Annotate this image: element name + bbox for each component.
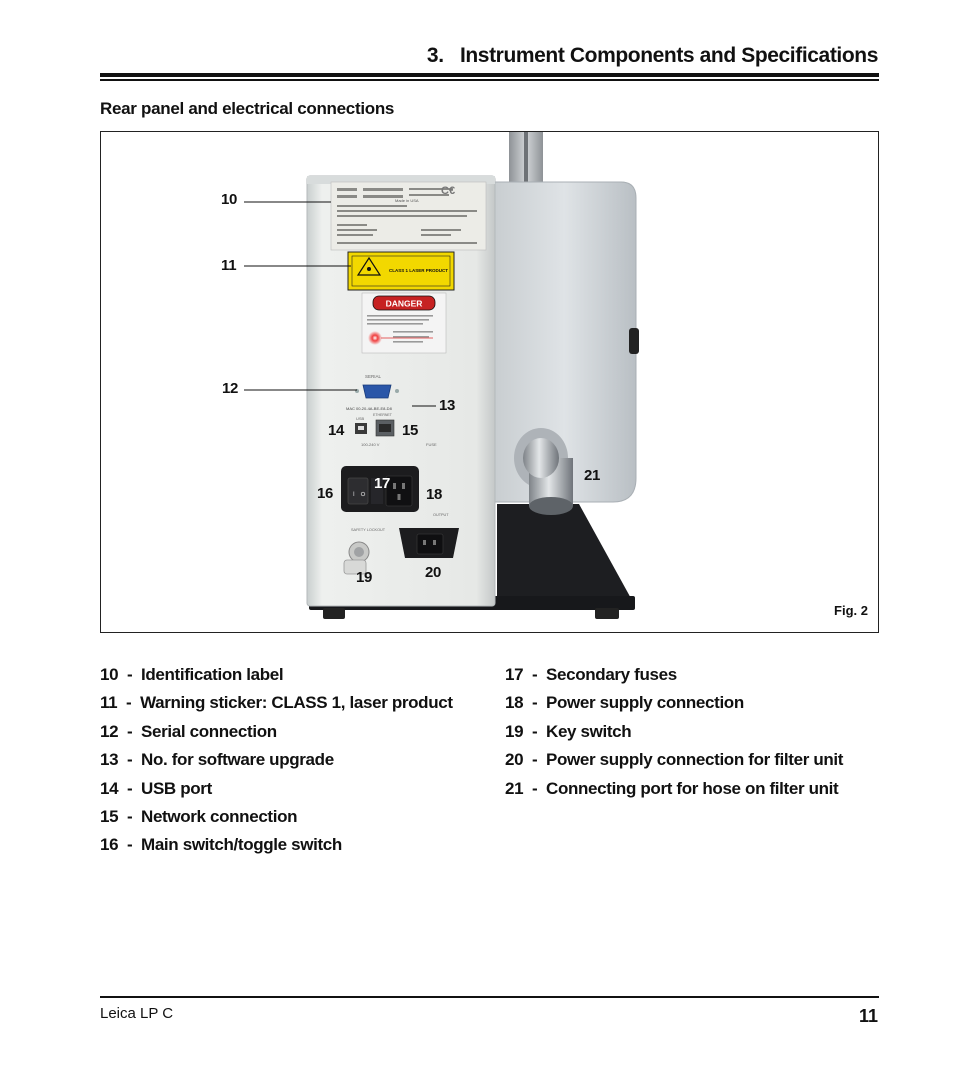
legend-item-16: 16 - Main switch/toggle switch [100,835,342,855]
legend-left-column [100,665,453,864]
hose-port-end [529,497,573,515]
legend-item-19: 19 - Key switch [505,721,632,741]
legend-item-10: 10 - Identification label [100,665,284,684]
side-knob [629,328,639,354]
callout-12: 12 [222,380,239,397]
danger-text: DANGER [385,298,423,309]
safety-text: SAFETY LOCKOUT [351,528,386,532]
serial-connector [363,385,391,398]
laser-burst-icon [368,331,382,345]
hose-port-collar [523,438,559,478]
callout-18: 18 [426,486,443,503]
usb-text: USB [356,416,365,421]
legend-item-17: 17 - Secondary fuses [505,665,677,684]
filter-outlet-socket [417,534,443,554]
legend-item-15: 15 - Network connection [100,806,298,826]
ethernet-text: ETHERNET [373,413,392,417]
callout-14: 14 [328,422,345,439]
section-subheading: Rear panel and electrical connections [100,99,395,118]
toggle-switch [348,478,368,504]
callout-13: 13 [439,397,456,414]
legend-item-21: 21 - Connecting port for hose on filter unit [505,778,839,798]
callout-16: 16 [317,485,334,502]
outlet-pin-1 [423,540,426,545]
page-number: 11 [858,1006,878,1026]
made-in-text: Made in USA [395,198,419,203]
legend-item-18: 18 - Power supply connection [505,693,744,713]
instrument-rear-photo [101,132,878,632]
legend-item-13: 13 - No. for software upgrade [100,750,334,770]
legend-item-12: 12 - Serial connection [100,721,277,741]
voltage-text: 100-240 V [361,442,380,447]
foot-left [323,608,345,619]
inlet-pin-3 [398,494,401,500]
switch-mark-i: I [353,492,355,498]
footer-product-name: Leica LP C [100,1005,174,1022]
legend-item-20: 20 - Power supply connection for filter unit [505,750,844,770]
callout-17: 17 [374,475,391,492]
header-rule-thick [100,73,879,77]
laser-hazard-dot [367,267,371,271]
serial-screw-right [395,389,399,393]
legend-item-11: 11 - Warning sticker: CLASS 1, laser product [100,693,453,713]
outlet-pin-2 [433,540,436,545]
footer-rule [100,996,879,998]
inlet-pin-2 [402,483,405,489]
header-rule-thin [100,79,879,81]
network-port-inner [379,424,391,432]
base-plate [497,504,633,602]
callout-20: 20 [425,564,442,581]
laser-sticker-text: CLASS 1 LASER PRODUCT [389,268,449,273]
ce-mark: C€ [441,185,456,197]
legend-right-column [505,665,843,807]
fuse-text: FUSE [426,442,437,447]
usb-port-inner [358,426,364,430]
figure-frame [100,131,879,633]
callout-21: 21 [584,467,601,484]
key-switch-core [354,547,364,557]
callout-15: 15 [402,422,419,439]
callout-11: 11 [221,257,237,274]
serial-text: SERIAL [365,374,382,379]
foot-right [595,608,619,619]
chapter-title: 3. Instrument Components and Specifications [426,44,878,67]
callout-10: 10 [221,191,238,208]
figure-caption: Fig. 2 [834,603,868,618]
filter-outlet-text: OUTPUT [433,513,449,517]
inlet-pin-1 [393,483,396,489]
callout-19: 19 [356,569,373,586]
legend-item-14: 14 - USB port [100,778,212,798]
mac-text: MAC 00-20-4A-BE-E8-D8 [346,406,392,411]
